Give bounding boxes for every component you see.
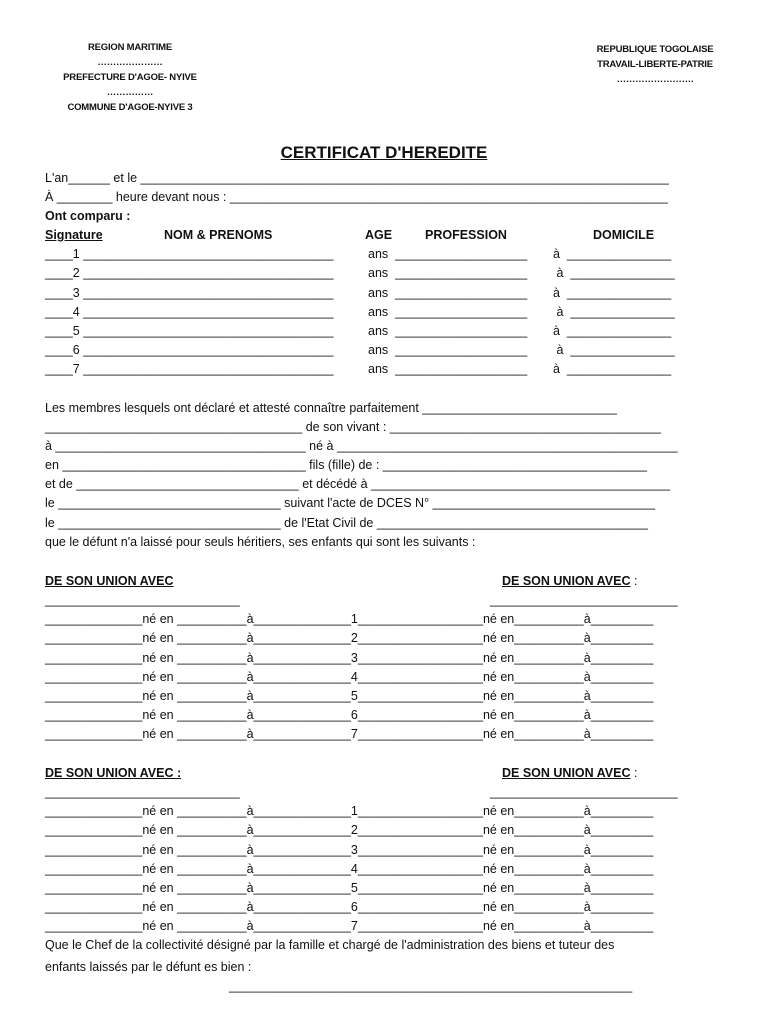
union-2-right-label: DE SON UNION AVEC — [502, 766, 631, 780]
union-2-right-label-block — [502, 765, 637, 781]
col-signature: Signature — [45, 228, 103, 242]
child-row: ______________né en __________à______________6__________________né en__________à_________ — [45, 900, 654, 914]
republic-label: REPUBLIQUE TOGOLAISE — [596, 44, 714, 55]
child-row: ______________né en __________à______________4__________________né en__________à_________ — [45, 862, 654, 876]
union-1-right-label: DE SON UNION AVEC — [502, 574, 631, 588]
comparant-row-domicile: à _______________ — [553, 305, 675, 319]
comparant-row-domicile: à _______________ — [553, 266, 675, 280]
child-row: ______________né en __________à______________7__________________né en__________à_________ — [45, 919, 654, 933]
comparant-row-age: ans ___________________ — [368, 286, 528, 300]
child-row: ______________né en __________à______________2__________________né en__________à_________ — [45, 631, 654, 645]
comparant-row-age: ans ___________________ — [368, 247, 528, 261]
prefecture-dots: …………… — [106, 87, 154, 98]
declaration-line: en ___________________________________ fils (fille) de : ______________________________________ — [45, 458, 647, 472]
commune-label: COMMUNE D'AGOE-NYIVE 3 — [67, 102, 193, 113]
union-1-left-line: ____________________________ — [45, 593, 240, 607]
intro-line-hour: À ________ heure devant nous : _______________________________________________________________ — [45, 190, 668, 204]
declaration-line: à ____________________________________ né à _________________________________________________ — [45, 439, 678, 453]
col-nom-prenoms: NOM & PRENOMS — [164, 228, 273, 242]
child-row: ______________né en __________à______________4__________________né en__________à_________ — [45, 670, 654, 684]
comparant-row-domicile: à _______________ — [553, 324, 672, 338]
comparant-row-domicile: à _______________ — [553, 247, 672, 261]
region-label: REGION MARITIME — [87, 42, 173, 53]
comparant-row-age: ans ___________________ — [368, 266, 528, 280]
col-domicile: DOMICILE — [593, 228, 655, 242]
prefecture-label: PREFECTURE D'AGOE- NYIVE — [63, 72, 197, 83]
comparant-row-age: ans ___________________ — [368, 343, 528, 357]
closing-line-1: Que le Chef de la collectivité désigné par la famille et chargé de l'administration des biens et tuteur des — [45, 938, 615, 952]
comparant-row-name: ____5 ____________________________________ — [45, 324, 334, 338]
comparant-row-age: ans ___________________ — [368, 305, 528, 319]
comparant-row-name: ____3 ____________________________________ — [45, 286, 334, 300]
closing-signature-line: __________________________________________________________ — [229, 979, 633, 993]
comparant-row-name: ____1 ____________________________________ — [45, 247, 334, 261]
union-2-left-line: ____________________________ — [45, 785, 240, 799]
motto-label: TRAVAIL-LIBERTE-PATRIE — [597, 59, 713, 70]
child-row: ______________né en __________à______________7__________________né en__________à_________ — [45, 727, 654, 741]
declaration-line: et de ________________________________ et décédé à ___________________________________________ — [45, 477, 670, 491]
child-row: ______________né en __________à______________5__________________né en__________à_________ — [45, 881, 654, 895]
child-row: ______________né en __________à______________1__________________né en__________à_________ — [45, 804, 654, 818]
comparant-row-domicile: à _______________ — [553, 286, 672, 300]
child-row: ______________né en __________à______________3__________________né en__________à_________ — [45, 651, 654, 665]
union-2-right-colon: : — [630, 766, 638, 780]
comparant-row-age: ans ___________________ — [368, 362, 528, 376]
union-2-left-label: DE SON UNION AVEC : — [45, 766, 182, 780]
comparant-row-name: ____2 ____________________________________ — [45, 266, 334, 280]
header-left-block — [40, 40, 220, 115]
heritiers-intro: que le défunt n'a laissé pour seuls héritiers, ses enfants qui sont les suivants : — [45, 535, 476, 549]
union-1-right-colon: : — [630, 574, 638, 588]
child-row: ______________né en __________à______________3__________________né en__________à_________ — [45, 843, 654, 857]
comparant-row-age: ans ___________________ — [368, 324, 528, 338]
comparant-row-name: ____6 ____________________________________ — [45, 343, 334, 357]
motto-dots: ……………………. — [616, 74, 694, 85]
col-profession: PROFESSION — [425, 228, 507, 242]
union-2-right-line: ___________________________ — [490, 785, 678, 799]
document-title-block — [0, 143, 768, 163]
ont-comparu-label: Ont comparu : — [45, 209, 131, 223]
comparant-row-name: ____4 ____________________________________ — [45, 305, 334, 319]
child-row: ______________né en __________à______________1__________________né en__________à_________ — [45, 612, 654, 626]
declaration-line: _____________________________________ de son vivant : _______________________________________ — [45, 420, 661, 434]
declaration-line: Les membres lesquels ont déclaré et attesté connaître parfaitement ____________________________ — [45, 401, 617, 415]
comparant-row-domicile: à _______________ — [553, 343, 675, 357]
col-age: AGE — [365, 228, 393, 242]
header-right-block — [560, 42, 750, 87]
region-dots: ………………… — [97, 57, 163, 68]
declaration-line: le ________________________________ de l'Etat Civil de _______________________________________ — [45, 516, 648, 530]
declaration-line: le ________________________________ suivant l'acte de DCES N° ________________________________ — [45, 496, 656, 510]
comparant-row-name: ____7 ____________________________________ — [45, 362, 334, 376]
child-row: ______________né en __________à______________2__________________né en__________à_________ — [45, 823, 654, 837]
child-row: ______________né en __________à______________5__________________né en__________à_________ — [45, 689, 654, 703]
document-title: CERTIFICAT D'HEREDITE — [280, 143, 488, 162]
union-1-right-label-block — [502, 573, 637, 589]
union-1-left-label: DE SON UNION AVEC — [45, 574, 174, 588]
closing-line-2: enfants laissés par le défunt es bien : — [45, 960, 252, 974]
intro-line-date: L'an______ et le ____________________________________________________________________________ — [45, 171, 669, 185]
child-row: ______________né en __________à______________6__________________né en__________à_________ — [45, 708, 654, 722]
comparant-row-domicile: à _______________ — [553, 362, 672, 376]
union-1-right-line: ___________________________ — [490, 593, 678, 607]
